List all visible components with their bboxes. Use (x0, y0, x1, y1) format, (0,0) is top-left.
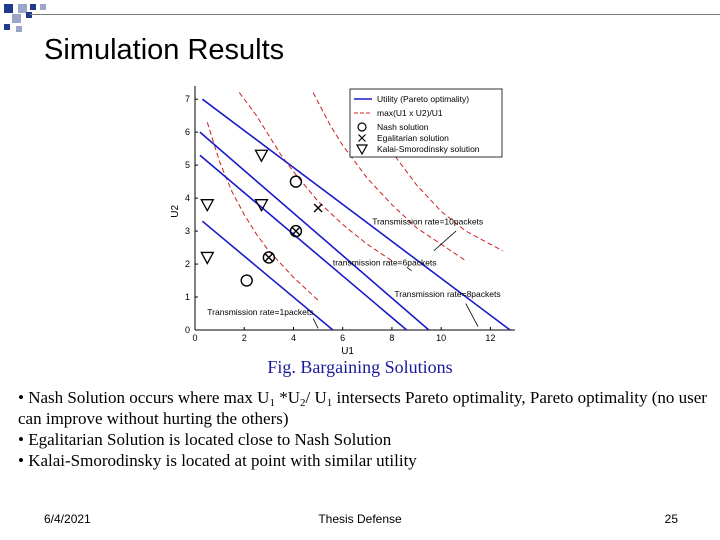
figure-caption: Fig. Bargaining Solutions (267, 357, 453, 377)
y-axis-label: U2 (170, 204, 181, 218)
y-tick-label: 3 (184, 226, 190, 237)
annotation-label: Transmission rate=8packets (394, 289, 501, 300)
ks-point (201, 200, 213, 211)
annotation-label: Transmission rate=1packets (207, 307, 314, 318)
legend-label: max(U1 x U2)/U1 (377, 108, 443, 118)
bullet-kalai: • Kalai-Smorodinsky is located at point with similar utility (18, 451, 417, 470)
deco-square (4, 24, 10, 30)
deco-square (16, 26, 22, 32)
x-tick-label: 8 (389, 333, 395, 343)
footer-date: 6/4/2021 (44, 512, 91, 526)
y-tick-label: 7 (184, 94, 190, 105)
legend-label: Egalitarian solution (377, 133, 449, 143)
bullet-egalitarian: • Egalitarian Solution is located close to Nash Solution (18, 430, 392, 449)
annotation-label: transmission rate=6packets (332, 257, 437, 268)
egalitarian-point (292, 227, 300, 235)
egalitarian-point (265, 253, 273, 261)
annotation-arrow (313, 318, 318, 328)
x-tick-label: 6 (340, 333, 346, 343)
legend-label: Utility (Pareto optimality) (377, 94, 470, 104)
egalitarian-point (314, 204, 322, 212)
y-tick-label: 1 (184, 292, 190, 303)
deco-square (26, 12, 32, 18)
pareto-line (200, 132, 429, 330)
pareto-line (200, 155, 407, 330)
nash-point (241, 275, 252, 286)
deco-square (4, 4, 13, 13)
title-divider (30, 14, 720, 15)
x-tick-label: 4 (290, 333, 296, 343)
ks-point (201, 252, 213, 263)
y-tick-label: 2 (184, 259, 190, 270)
nash-curve (207, 122, 318, 300)
bullet-list (18, 387, 708, 471)
slide-title: Simulation Results (44, 34, 285, 66)
footer-title: Thesis Defense (318, 512, 402, 526)
ks-point (255, 150, 267, 161)
nash-point (290, 176, 301, 187)
x-tick-label: 2 (241, 333, 247, 343)
bargaining-chart (160, 80, 530, 360)
annotation-arrow (407, 267, 412, 270)
legend-label: Nash solution (377, 122, 429, 132)
bullet-nash: • Nash Solution occurs where $\max U_1$ $*U_2/$ $U_1$ intersects Pareto optimality, Pareto optimality (no user can improve without hurting the others) (18, 388, 707, 428)
ks-point (255, 200, 267, 211)
x-tick-label: 12 (485, 333, 496, 343)
deco-square (30, 4, 36, 10)
annotation-arrow (466, 304, 478, 327)
deco-square (12, 14, 21, 23)
y-tick-label: 6 (184, 127, 190, 138)
legend-label: Kalai-Smorodinsky solution (377, 144, 480, 154)
y-tick-label: 0 (184, 325, 190, 335)
x-axis-label: U1 (341, 346, 355, 357)
footer-page: 25 (664, 512, 678, 526)
y-tick-label: 5 (184, 160, 190, 171)
x-tick-label: 0 (192, 333, 198, 343)
x-tick-label: 10 (436, 333, 447, 343)
y-tick-label: 4 (184, 193, 190, 204)
deco-square (40, 4, 46, 10)
annotation-label: Transmission rate=10packets (372, 216, 484, 227)
